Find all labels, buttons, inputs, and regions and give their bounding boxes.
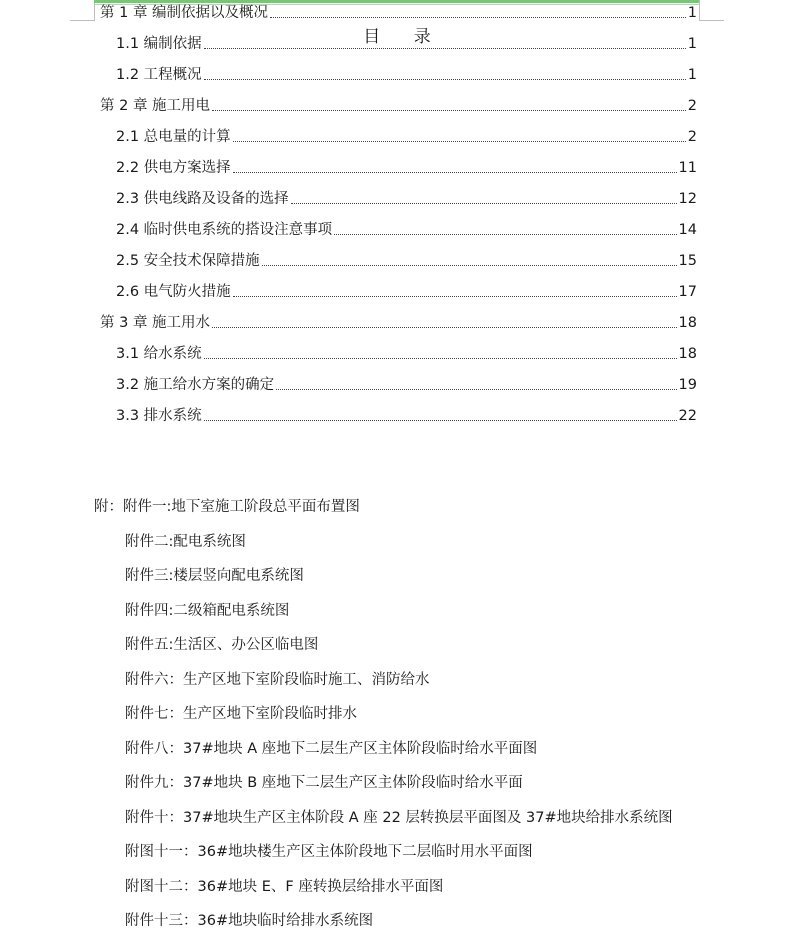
- toc-entry-label: 1.1 编制依据: [116, 36, 202, 52]
- toc-dot-leader: [212, 110, 686, 111]
- toc-page-number: 18: [678, 346, 697, 362]
- toc-dot-leader: [270, 17, 686, 18]
- attachment-item: 附件十三：36#地块临时给排水系统图: [125, 913, 374, 929]
- toc-entry-label: 2.3 供电线路及设备的选择: [116, 191, 289, 207]
- toc-page-number: 17: [678, 284, 697, 300]
- attachment-item: 附件九：37#地块 B 座地下二层生产区主体阶段临时给水平面: [125, 775, 523, 791]
- toc-entry[interactable]: [116, 372, 697, 394]
- toc-entry[interactable]: [116, 217, 697, 239]
- toc-entry-label: 2.4 临时供电系统的搭设注意事项: [116, 222, 333, 238]
- toc-dot-leader: [233, 172, 677, 173]
- page-title: 目 录: [363, 27, 445, 47]
- toc-entry-label: 第 2 章 施工用电: [100, 98, 211, 114]
- toc-entry[interactable]: [116, 62, 697, 84]
- toc-entry-label: 2.1 总电量的计算: [116, 129, 231, 145]
- toc-entry[interactable]: [116, 341, 697, 363]
- toc-page-number: 22: [678, 408, 697, 424]
- toc-page-number: 1: [687, 67, 697, 83]
- attachment-item: 附件五:生活区、办公区临电图: [125, 637, 319, 653]
- toc-dot-leader: [204, 420, 677, 421]
- toc-page-number: 15: [678, 253, 697, 269]
- toc-page-number: 2: [687, 129, 697, 145]
- toc-entry[interactable]: [116, 186, 697, 208]
- toc-page-number: 19: [678, 377, 697, 393]
- toc-entry[interactable]: [116, 155, 697, 177]
- toc-entry[interactable]: [100, 310, 697, 332]
- toc-dot-leader: [276, 389, 676, 390]
- page-corner-mark-left: [70, 0, 95, 21]
- toc-entry[interactable]: [116, 248, 697, 270]
- toc-dot-leader: [262, 265, 677, 266]
- toc-entry-label: 1.2 工程概况: [116, 67, 202, 83]
- attachment-item: 附件四:二级箱配电系统图: [125, 602, 290, 619]
- attachment-item: 附：附件一:地下室施工阶段总平面布置图: [94, 499, 360, 515]
- toc-entry[interactable]: [116, 279, 697, 301]
- toc-entry[interactable]: [100, 93, 697, 115]
- toc-page-number: 1: [687, 5, 697, 21]
- toc-entry[interactable]: [116, 124, 697, 146]
- toc-entry-label: 2.2 供电方案选择: [116, 160, 231, 176]
- toc-entry[interactable]: [116, 403, 697, 425]
- attachment-item: 附图十二：36#地块 E、F 座转换层给排水平面图: [125, 878, 444, 895]
- toc-page-number: 12: [678, 191, 697, 207]
- toc-entry-label: 2.6 电气防火措施: [116, 284, 231, 300]
- attachment-item: 附件七：生产区地下室阶段临时排水: [125, 706, 357, 722]
- toc-dot-leader: [233, 296, 677, 297]
- toc-entry-label: 3.3 排水系统: [116, 408, 202, 424]
- toc-page-number: 11: [678, 160, 697, 176]
- attachment-item: 附件三:楼层竖向配电系统图: [125, 568, 304, 584]
- toc-entry-label: 3.2 施工给水方案的确定: [116, 377, 275, 393]
- page-corner-mark-right: [699, 0, 724, 21]
- toc-dot-leader: [204, 48, 686, 49]
- attachment-item: 附件六：生产区地下室阶段临时施工、消防给水: [125, 671, 430, 688]
- toc-dot-leader: [334, 234, 676, 235]
- toc-entry-label: 2.5 安全技术保障措施: [116, 253, 260, 269]
- toc-entry[interactable]: [116, 31, 697, 53]
- toc-dot-leader: [212, 327, 676, 328]
- attachment-item: 附图十一：36#地块楼生产区主体阶段地下二层临时用水平面图: [125, 844, 533, 860]
- toc-page-number: 18: [678, 315, 697, 331]
- toc-page-number: 2: [687, 98, 697, 114]
- toc-entry[interactable]: [100, 0, 697, 22]
- attachment-item: 附件八：37#地块 A 座地下二层生产区主体阶段临时给水平面图: [125, 740, 538, 757]
- toc-entry-label: 第 3 章 施工用水: [100, 315, 211, 331]
- attachment-item: 附件二:配电系统图: [125, 533, 246, 550]
- toc-dot-leader: [233, 141, 686, 142]
- toc-dot-leader: [204, 79, 686, 80]
- toc-page-number: 1: [687, 36, 697, 52]
- attachment-item: 附件十：37#地块生产区主体阶段 A 座 22 层转换层平面图及 37#地块给排水系统图: [125, 809, 673, 826]
- toc-page-number: 14: [678, 222, 697, 238]
- toc-entry-label: 3.1 给水系统: [116, 346, 202, 362]
- toc-entry-label: 第 1 章 编制依据以及概况: [100, 5, 269, 21]
- toc-dot-leader: [291, 203, 677, 204]
- toc-dot-leader: [204, 358, 677, 359]
